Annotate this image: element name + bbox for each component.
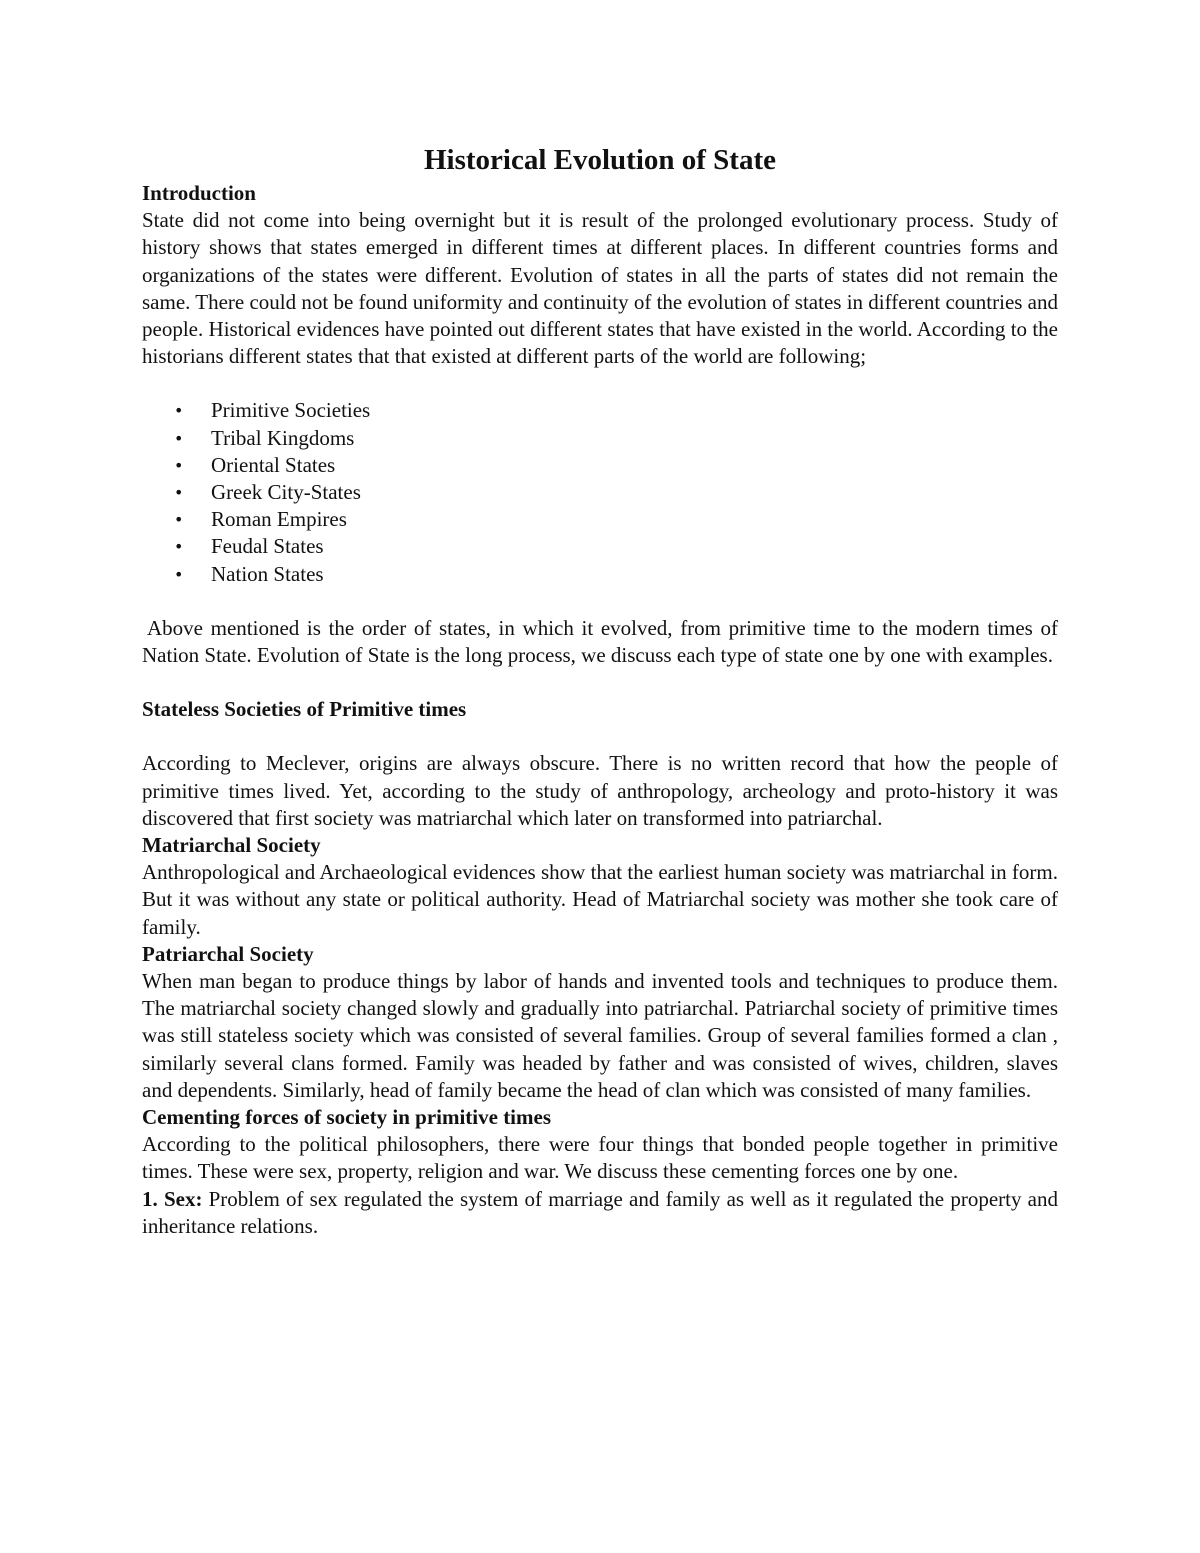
document-title: Historical Evolution of State — [423, 144, 776, 176]
bullet-icon: • — [174, 510, 184, 530]
sex-text: Problem of sex regulated the system of marriage and family as well as it regulated the property and inheritance relations. — [142, 1186, 1058, 1238]
spacer — [142, 370, 1058, 397]
list-item-label: Tribal Kingdoms — [211, 425, 355, 450]
stateless-paragraph: According to Meclever, origins are always obscure. There is no written record that how the people of primitive times lived. Yet, according to the study of anthropology, archeology and proto-history it was discovered that first society was matriarchal which later on transformed into patriarchal. — [142, 751, 1058, 830]
patriarchal-paragraph: When man began to produce things by labor of hands and invented tools and techniques to produce them. The matriarchal society changed slowly and gradually into patriarchal. Patriarchal society of primitive times was still stateless society which was consisted of several families. Group of several families formed a clan , similarly several clans formed. Family was headed by father and was consisted of wives, children, slaves and dependents. Similarly, head of family became the head of clan which was consisted of many families. — [142, 968, 1058, 1102]
cementing-forces-heading: Cementing forces of society in primitive times — [142, 1104, 552, 1129]
cementing-forces-paragraph: According to the political philosophers, there were four things that bonded people together in primitive times. These were sex, property, religion and war. We discuss these cementing forces one by one. — [142, 1132, 1058, 1184]
list-item — [142, 561, 1058, 588]
bullet-icon: • — [174, 428, 184, 448]
introduction-heading: Introduction — [142, 181, 256, 205]
spacer — [142, 588, 1058, 615]
stateless-heading: Stateless Societies of Primitive times — [142, 697, 467, 722]
list-item-label: Greek City-States — [211, 479, 361, 504]
matriarchal-paragraph: Anthropological and Archaeological evidences show that the earliest human society was matriarchal in form. But it was without any state or political authority. Head of Matriarchal society was mother she took care of family. — [142, 860, 1058, 939]
introduction-paragraph: State did not come into being overnight but it is result of the prolonged evolutionary process. Study of history shows that states emerged in different times at different places. In different countries forms and organizations of the states were different. Evolution of states in all the parts of states did not remain the same. There could not be found uniformity and continuity of the evolution of states in different countries and people. Historical evidences have pointed out different states that have existed in the world. According to the historians different states that that existed at different parts of the world are following; — [142, 208, 1059, 369]
list-item — [142, 452, 1058, 479]
list-item-label: Primitive Societies — [211, 398, 371, 423]
list-item — [142, 479, 1058, 506]
bullet-icon: • — [174, 564, 184, 584]
spacer — [142, 669, 1058, 696]
sex-label: 1. Sex: — [142, 1186, 203, 1211]
list-item-label: Feudal States — [211, 534, 324, 559]
bullet-icon: • — [174, 482, 184, 502]
matriarchal-heading: Matriarchal Society — [142, 832, 321, 857]
list-item — [142, 506, 1058, 533]
bullet-icon: • — [174, 537, 184, 557]
list-item-label: Nation States — [211, 561, 324, 586]
spacer — [142, 723, 1058, 750]
order-paragraph: Above mentioned is the order of states, in which it evolved, from primitive time to the modern times of Nation State. Evolution of State is the long process, we discuss each type of state one by one with examples. — [142, 615, 1058, 667]
bullet-icon: • — [174, 455, 184, 475]
state-types-list — [142, 397, 1058, 587]
list-item — [142, 397, 1058, 424]
patriarchal-heading: Patriarchal Society — [142, 941, 314, 966]
list-item-label: Oriental States — [211, 452, 336, 477]
list-item-label: Roman Empires — [211, 507, 347, 532]
list-item — [142, 425, 1058, 452]
bullet-icon: • — [174, 401, 184, 421]
list-item — [142, 533, 1058, 560]
sex-paragraph — [142, 1186, 1058, 1240]
document-page — [142, 140, 1058, 1240]
